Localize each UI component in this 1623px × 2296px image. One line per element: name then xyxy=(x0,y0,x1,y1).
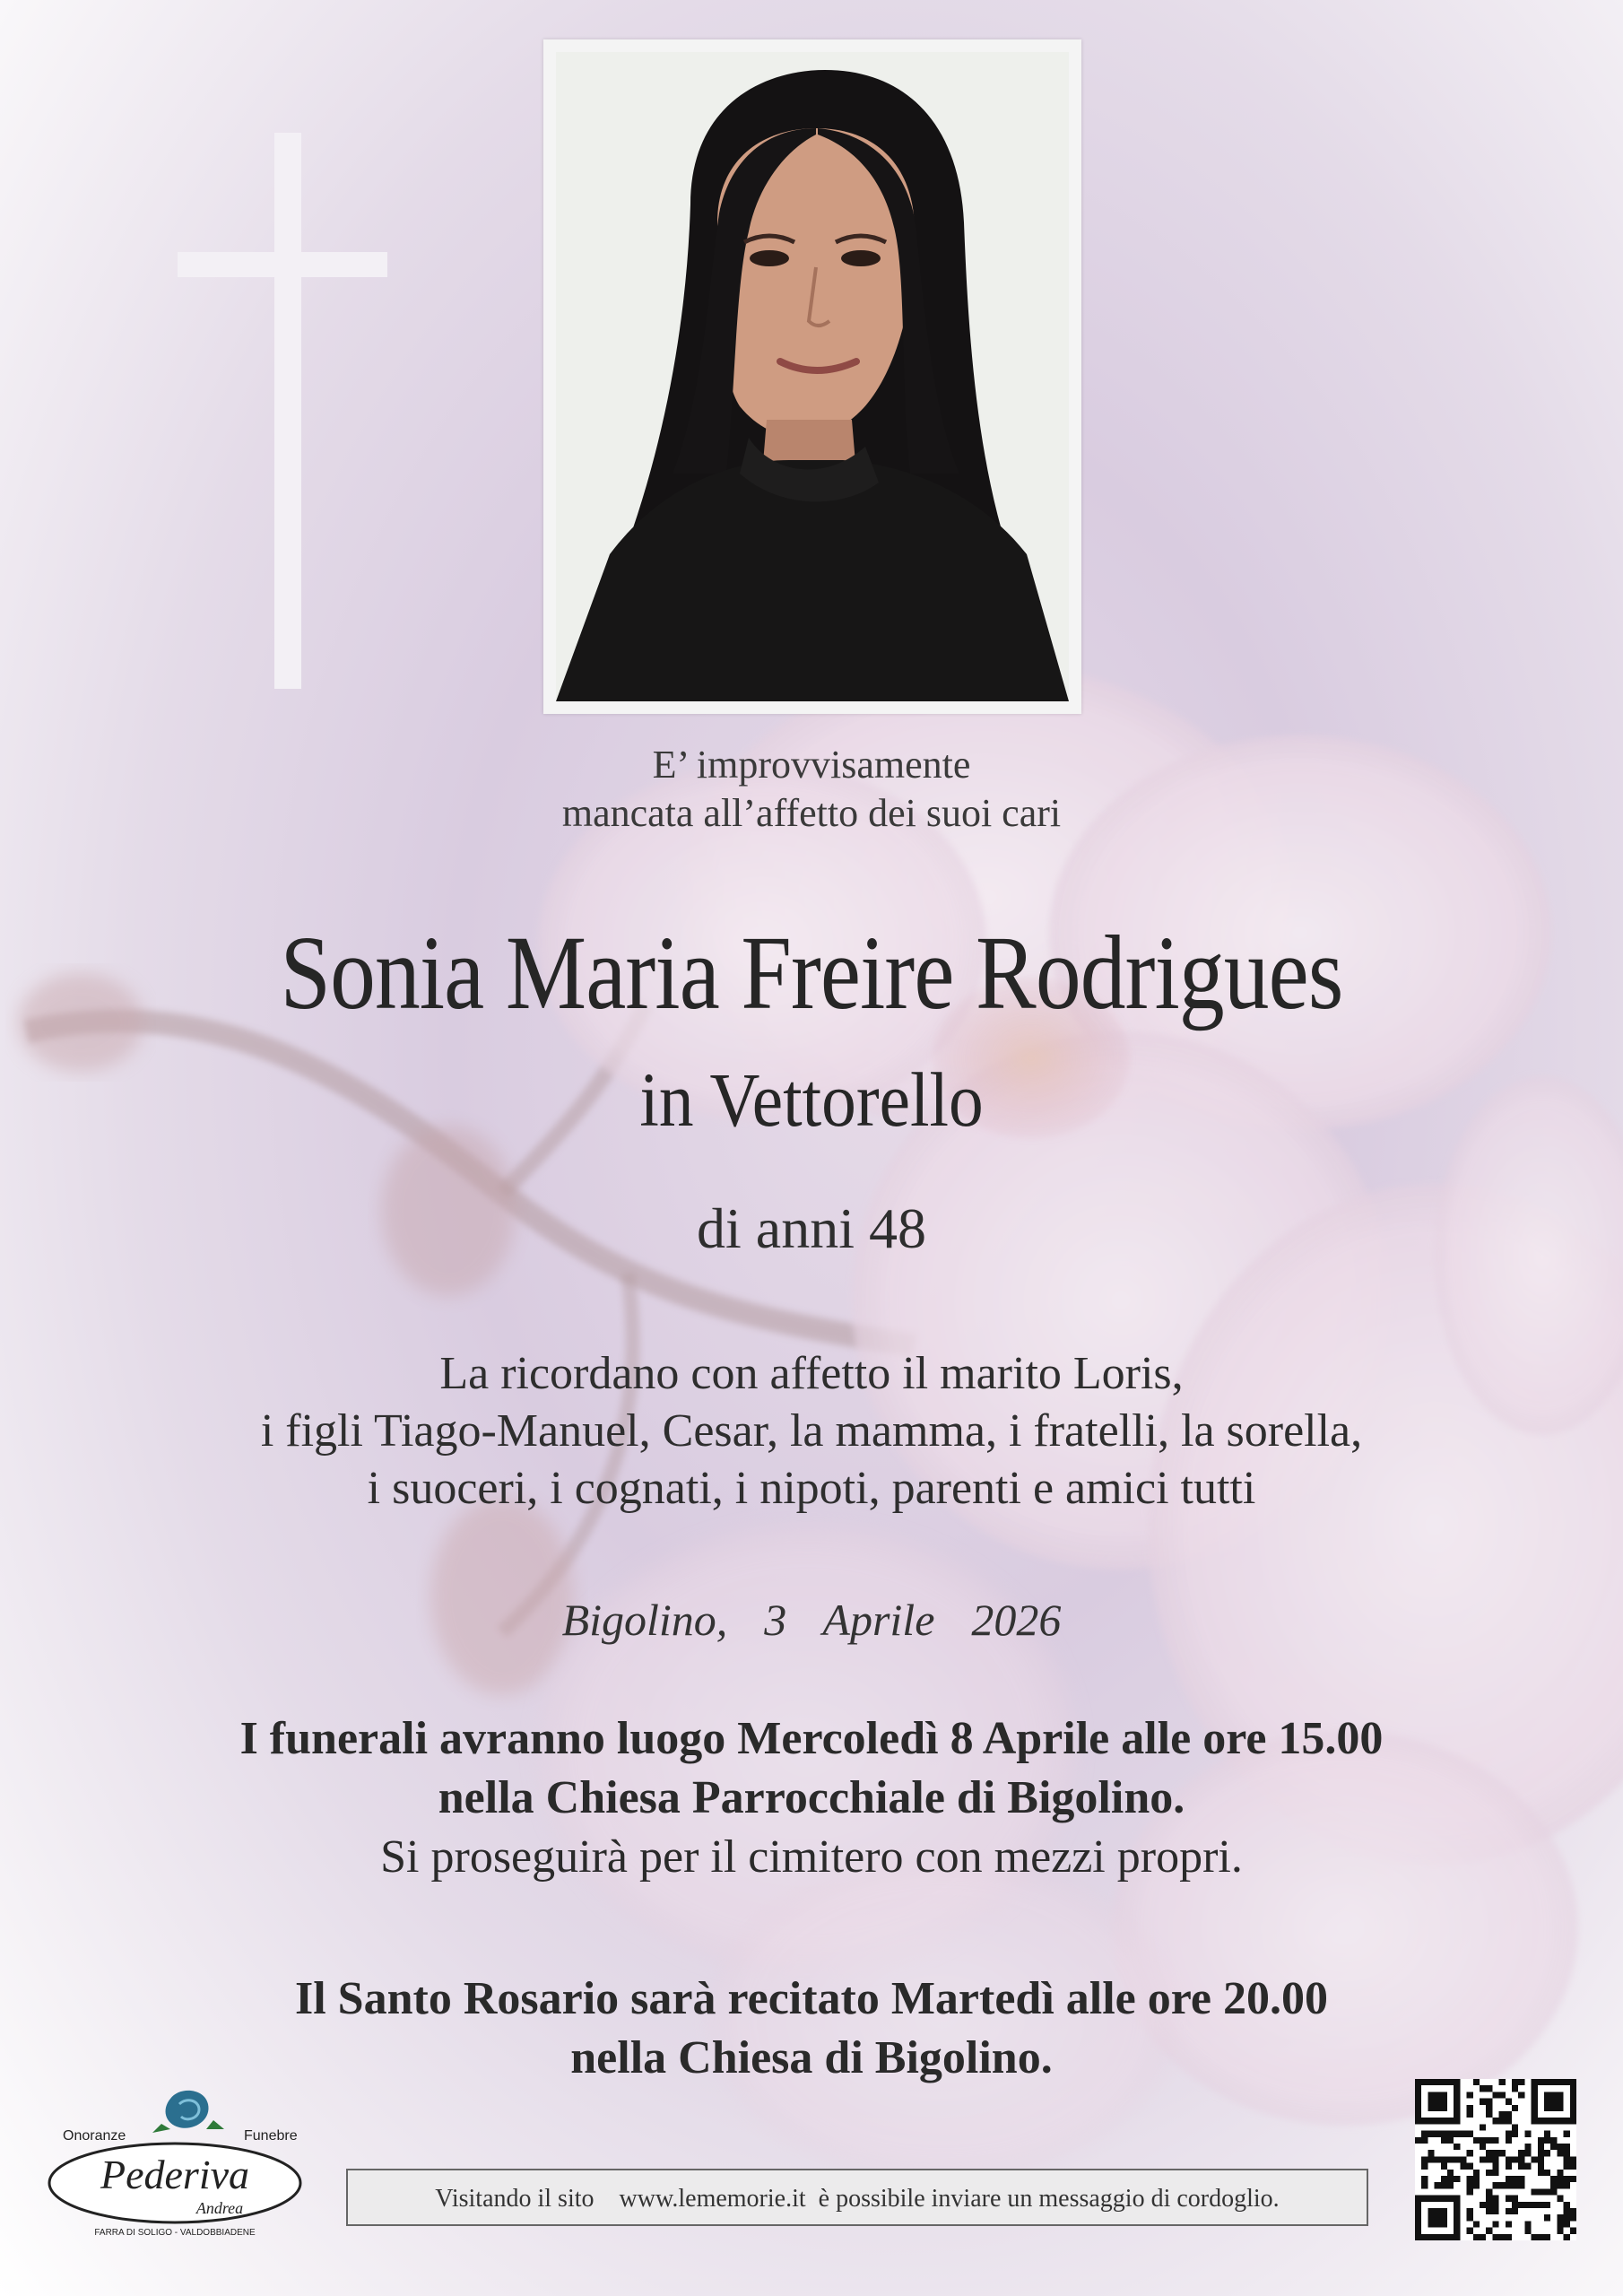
visit-suffix: è possibile inviare un messaggio di cordoglio. xyxy=(818,2185,1280,2213)
visit-prefix: Visitando il sito xyxy=(435,2185,595,2213)
funeral-line: Si proseguirà per il cimitero con mezzi propri. xyxy=(380,1831,1243,1883)
age-text: di anni 48 xyxy=(697,1196,926,1260)
rosary-line: nella Chiesa di Bigolino. xyxy=(570,2032,1053,2083)
rosary-info xyxy=(0,1970,1623,2088)
logo-top-left: Onoranze xyxy=(63,2128,126,2144)
logo-sub-brand: Andrea xyxy=(195,2199,244,2217)
family-line: La ricordano con affetto il marito Loris, xyxy=(439,1348,1184,1399)
cross-icon xyxy=(178,133,411,689)
married-name: in Vettorello xyxy=(639,1057,984,1143)
condolence-info-box xyxy=(346,2169,1368,2226)
place-date xyxy=(0,1593,1623,1647)
rose-icon xyxy=(152,2091,224,2133)
logo-top-right: Funebre xyxy=(244,2128,298,2144)
deceased-name: Sonia Maria Freire Rodrigues xyxy=(280,914,1343,1031)
visit-url[interactable]: www.lememorie.it xyxy=(619,2185,806,2213)
family-line: i suoceri, i cognati, i nipoti, parenti e amici tutti xyxy=(367,1463,1256,1514)
funeral-line: I funerali avranno luogo Mercoledì 8 Aprile alle ore 15.00 xyxy=(239,1713,1384,1764)
intro-text xyxy=(0,741,1623,838)
funeral-line: nella Chiesa Parrocchiale di Bigolino. xyxy=(438,1772,1185,1823)
funeral-home-logo xyxy=(36,2077,314,2239)
intro-line: mancata all’affetto dei suoi cari xyxy=(561,791,1062,835)
intro-line: E’ improvvisamente xyxy=(652,743,971,787)
place-date-text: Bigolino, 3 Aprile 2026 xyxy=(561,1595,1062,1645)
portrait-photo xyxy=(556,52,1069,701)
family-line: i figli Tiago-Manuel, Cesar, la mamma, i fratelli, la sorella, xyxy=(260,1405,1363,1457)
funeral-info xyxy=(0,1709,1623,1887)
logo-brand: Pederiva xyxy=(100,2152,250,2197)
qr-code-icon[interactable] xyxy=(1415,2079,1576,2240)
portrait-illustration xyxy=(556,52,1069,701)
rosary-line: Il Santo Rosario sarà recitato Martedì alle ore 20.00 xyxy=(295,1973,1328,2024)
logo-location: FARRA DI SOLIGO - VALDOBBIADENE xyxy=(94,2228,256,2238)
portrait-frame xyxy=(543,39,1081,714)
family-text xyxy=(0,1345,1623,1518)
